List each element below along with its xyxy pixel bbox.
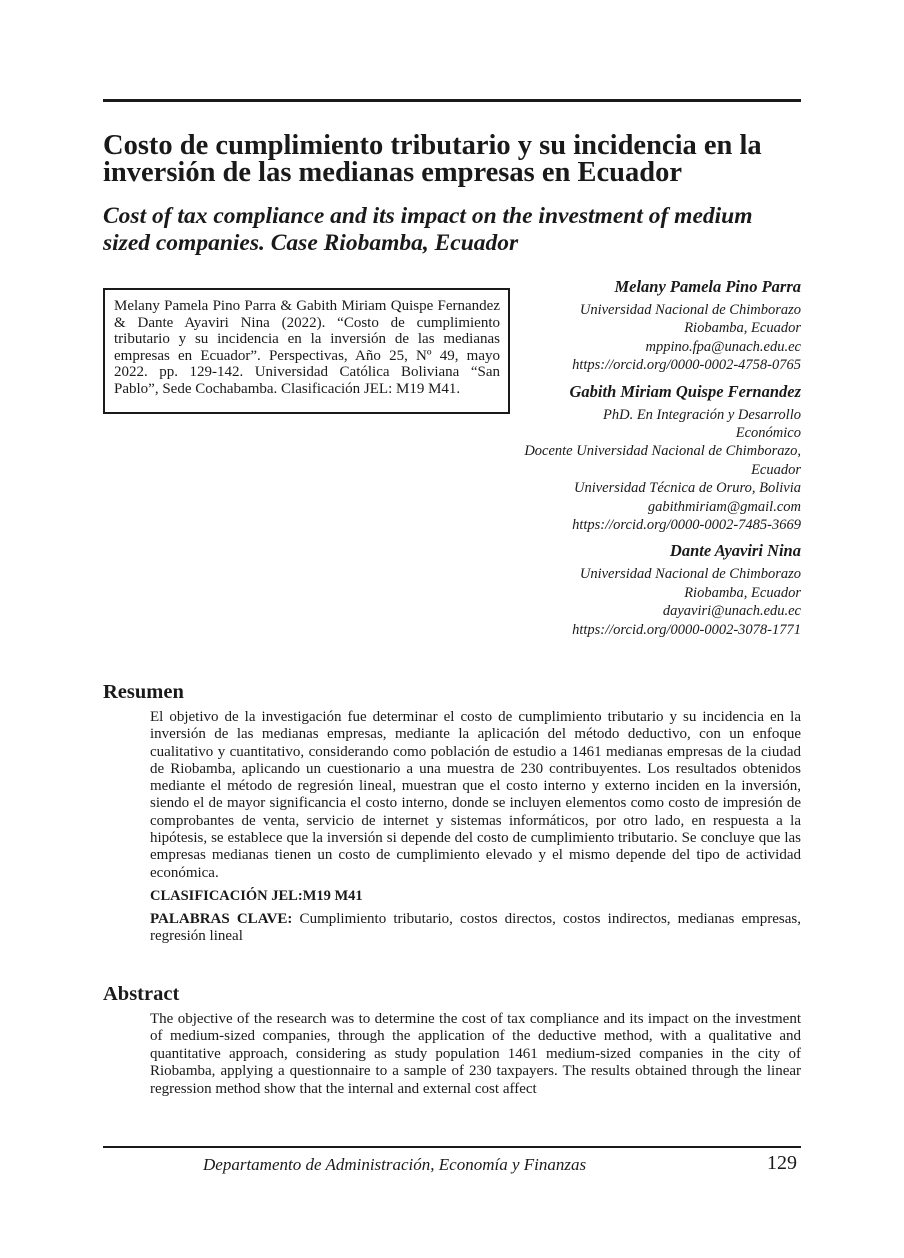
author-email: gabithmiriam@gmail.com [647,498,801,515]
author-email: dayaviri@unach.edu.ec [662,603,801,620]
author-degree: PhD. En Integración y Desarrollo [602,406,801,423]
jel-value: M19 M41 [302,887,363,904]
author-affiliation: Universidad Nacional de Chimborazo [579,566,801,583]
author-degree-cont: Económico [735,425,801,442]
title-spanish: Costo de cumplimiento tributario y su incidencia en la inversión de las medianas empresas en Ecuador [103,130,762,188]
resumen-section [150,709,801,946]
abstract-heading: Abstract [103,983,180,1005]
jel-label: CLASIFICACIÓN JEL: [150,887,303,904]
author-block [461,276,801,645]
author-orcid: https://orcid.org/0000-0002-4758-0765 [572,357,801,374]
author-location: Riobamba, Ecuador [684,584,801,601]
author-name: Dante Ayaviri Nina [669,541,801,561]
author-email: mppino.fpa@unach.edu.ec [645,338,801,355]
author-name: Gabith Miriam Quispe Fernandez [569,381,801,401]
top-rule [103,99,801,102]
resumen-heading: Resumen [103,681,184,703]
author-affiliation-2: Universidad Técnica de Oruro, Bolivia [574,480,801,497]
resumen-body: El objetivo de la investigación fue determinar el costo de cumplimiento tributario y su incidencia en la inversión de las medianas empresas, mediante la aplicación del método deductivo, con un enfoque cualitativo y cuantitativo, considerando como población de estudio a 1461 medianas empresas de la ciudad de Riobamba, aplicando un cuestionario a una muestra de 230 contribuyentes. Los resultados obtenidos mediante el método de regresión lineal, muestran que el costo interno y externo inciden en la inversión, siendo el de mayor significancia el costo interno, donde se incluyen elementos como costo de impresión de comprobantes de venta, servicio de internet y sistemas informáticos, por otro lado, en respuesta a la hipótesis, se establece que la inversión si depende del costo de cumplimiento tributario. Se concluye que las empresas medianas tienen un costo de cumplimiento elevado y el mismo depende del tipo de actividad económica. [150,709,801,881]
author-affiliation: Docente Universidad Nacional de Chimborazo, [524,443,801,460]
paper-page [103,0,801,1258]
keywords-value: Cumplimiento tributario, costos directos, costos indirectos, medianas empresas, regresión lineal [150,910,801,945]
title-english: Cost of tax compliance and its impact on the investment of medium sized companies. Case Riobamba, Ecuador [103,203,753,256]
author-2 [461,381,801,535]
author-orcid: https://orcid.org/0000-0002-7485-3669 [572,517,801,534]
author-3 [461,540,801,639]
author-location: Riobamba, Ecuador [684,320,801,337]
abstract-body: The objective of the research was to determine the cost of tax compliance and its impact on the investment of medium-sized companies, through the application of the deductive method, with a qualitative and quantitative approach, considering as study population 1461 medium-sized companies in the city of Riobamba, applying a questionnaire to a sample of 230 taxpayers. The results obtained through the linear regression method show that the internal and external cost affect [150,1011,801,1097]
keywords-label: PALABRAS CLAVE: [150,910,293,927]
jel-classification [150,888,801,905]
footer-rule [103,1146,801,1148]
page-number: 129 [767,1152,797,1174]
author-affiliation-cont: Ecuador [751,461,801,478]
footer-department: Departamento de Administración, Economía y Finanzas [203,1155,587,1174]
keywords [150,911,801,946]
author-affiliation: Universidad Nacional de Chimborazo [579,302,801,318]
author-name: Melany Pamela Pino Parra [614,277,801,296]
author-orcid: https://orcid.org/0000-0002-3078-1771 [572,621,801,638]
abstract-section [150,1011,801,1098]
author-1 [461,276,801,375]
citation-box: Melany Pamela Pino Parra & Gabith Miriam Quispe Fernandez & Dante Ayaviri Nina (2022). “Costo de cumplimiento tributario y su incidencia en la inversión de las medianas empresas en Ecuador”. Perspectivas, Año 25, Nº 49, mayo 2022. pp. 129-142. Universidad Católica Boliviana “San Pablo”, Sede Cochabamba. Clasificación JEL: M19 M41. [103,288,510,414]
